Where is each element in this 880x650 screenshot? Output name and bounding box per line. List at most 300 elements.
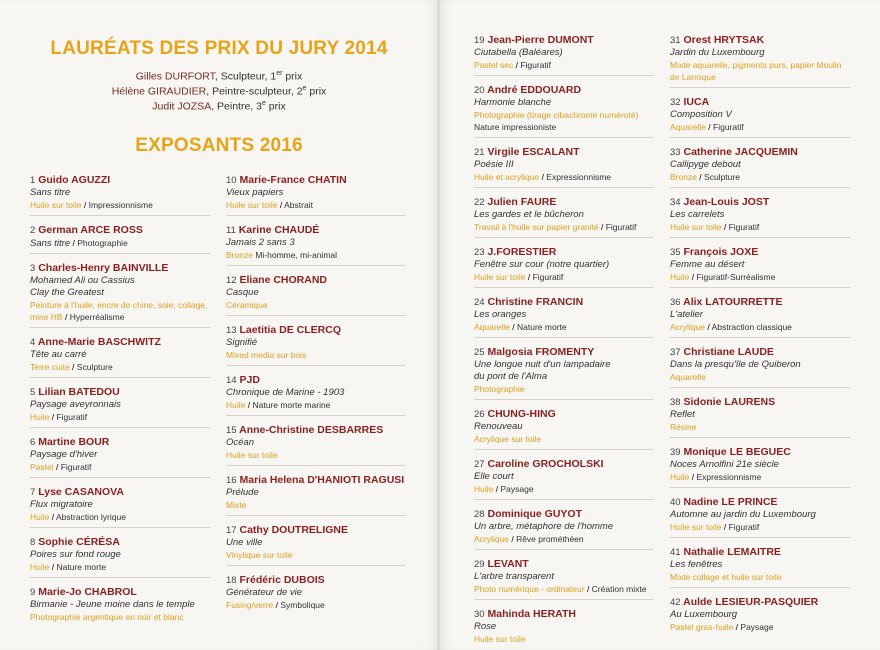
entry-divider [670,187,850,188]
artwork-title: Paysage d'hiver [30,449,98,460]
technique-line: Photo numérique - ordinateur / Création mixte [474,584,647,594]
artwork-title: Reflet [670,409,695,420]
artist-name: Jean-Pierre DUMONT [487,34,594,46]
artist-name: Lyse CASANOVA [38,486,124,498]
exhibitor-entry [474,196,654,233]
technique-line: Huile / Nature morte marine [226,400,331,410]
art-style: Abstraction classique [711,322,792,332]
art-style: Hyperréalisme [69,312,125,322]
artwork-title: Dans la presqu'île de Quiberon [670,359,801,370]
artist-name: Charles-Henry BAINVILLE [38,262,169,274]
exhibitor-name [670,546,850,559]
exhibitor-entry [474,408,654,445]
artist-name: Sophie CÉRÉSA [38,536,120,548]
exhibitor-number: 29 [474,559,485,570]
exhibitor-number: 3 [30,263,36,274]
exhibitor-entry [670,546,850,583]
exhibitor-number: 8 [30,537,36,548]
entry-divider [670,87,850,88]
exhibitor-name [670,246,850,259]
artist-name: Laetitia DE CLERCQ [239,324,342,336]
exhibitor-name [474,558,654,571]
exhibitor-entry [670,296,850,333]
artwork-title: Automne au jardin du Luxembourg [670,509,816,520]
entry-divider [226,415,406,416]
exhibitor-name [226,424,406,437]
entry-divider [474,337,654,338]
material: Fusing/verre [226,600,274,610]
artist-name: CHUNG-HING [487,408,556,420]
artwork-title: Mohamed Ali ou Cassius [30,275,135,286]
exhibitor-entry [670,596,850,633]
material: Huile [226,400,246,410]
technique-line [474,109,654,121]
art-style [474,121,654,133]
technique-line: Peinture à l'huile, encre de chine, soie, collage, mine HB / Hyperréalisme [30,300,208,322]
artwork-title: Ciutabella (Baléares) [474,47,563,58]
exhibitor-name [670,346,850,359]
entry-divider [474,75,654,76]
entry-divider [226,515,406,516]
exhibitor-name [474,458,654,471]
material: Mixte collage et huile sur toile [670,572,782,582]
exhibitor-entry [30,386,210,423]
artist-name: Dominique GUYOT [487,508,582,520]
entry-divider [30,577,210,578]
entry-divider [30,327,210,328]
material: Huile sur toile [670,522,722,532]
exhibitor-entry [30,224,210,250]
artwork-title: Vieux papiers [226,187,284,198]
art-style: Figuratif [713,122,744,132]
artist-name: Marie-Jo CHABROL [38,586,137,598]
material: Photo numérique - ordinateur [474,584,585,594]
technique-line: Huile / Figuratif-Surréalisme [670,272,776,282]
material: Aquarelle [670,372,706,382]
exhibitor-name [226,324,406,337]
exposants-heading: EXPOSANTS 2016 [135,135,303,156]
art-style: Rêve prométhéen [516,534,584,544]
exhibitor-entry [226,324,406,361]
exhibitor-name [474,608,654,621]
exhibitor-number: 5 [30,387,36,398]
exhibitor-entry [226,174,406,211]
exhibitor-entry [474,346,654,395]
artist-name: Karine CHAUDÉ [238,224,320,236]
exhibitor-number: 2 [30,225,36,236]
artist-name: IUCA [683,96,710,108]
artwork-title: Renouveau [474,421,523,432]
technique-line: Aquarelle / Nature morte [474,322,567,332]
artist-name: Nadine LE PRINCE [683,496,778,508]
artwork-title: Paysage aveyronnais [30,399,121,410]
exhibitor-number: 1 [30,175,36,186]
entry-divider [474,137,654,138]
technique-line: Pastel sec / Figuratif [474,60,552,70]
entry-divider [670,537,850,538]
art-style: Mi-homme, mi-animal [255,250,338,260]
exhibitor-name [226,224,406,237]
jury-line-1: Gilles DURFORT, Sculpteur, 1er prix [135,70,303,83]
exhibitor-name [474,84,654,97]
artwork-title: Les gardes et le bûcheron [474,209,584,220]
entry-divider [226,315,406,316]
exhibitor-name [670,96,850,109]
exhibitor-entry [226,224,406,261]
material: Huile sur toile [474,272,526,282]
art-style: Figuratif [532,272,564,282]
material: Huile [670,472,690,482]
exhibitor-entry [30,262,210,323]
art-style: Photographie [77,238,128,248]
art-style: Figuratif [520,60,552,70]
material: Pastel sec [474,60,514,70]
exhibitor-name [474,408,654,421]
exhibitor-number: 32 [670,97,681,108]
exhibitor-number: 40 [670,497,681,508]
material: Peinture à l'huile, encre de chine, soie, collage, mine HB [30,300,208,322]
artist-name: Christiane LAUDE [683,346,774,358]
technique-line [670,571,850,583]
exhibitor-entry [474,458,654,495]
artist-name: Anne-Christine DESBARRES [239,424,384,436]
technique-line: Huile sur toile / Abstrait [226,200,313,210]
exhibitor-name [474,34,654,47]
entry-divider [474,599,654,600]
entry-divider [226,265,406,266]
artist-name: Martine BOUR [38,436,110,448]
exhibitor-entry [30,586,210,623]
art-style: Figuratif [728,222,760,232]
exhibitor-entry [474,296,654,333]
exhibitor-number: 14 [226,375,237,386]
artist-name: Jean-Louis JOST [683,196,770,208]
artist-name: Orest HRYTSAK [683,34,765,46]
exhibitor-number: 25 [474,347,485,358]
technique-line [226,549,406,561]
technique-line: Bronze / Sculpture [670,172,740,182]
art-style: Abstrait [284,200,313,210]
material: Huile sur toile [474,634,526,644]
art-style: Figuratif [728,522,760,532]
technique-line [226,349,406,361]
technique-line: Acrylique / Rêve prométhéen [474,534,584,544]
exhibitor-name [474,346,654,359]
jury-line-3: Judit JOZSA, Peintre, 3e prix [152,100,286,113]
exhibitor-entry [670,96,850,133]
entry-divider [474,549,654,550]
exhibitor-number: 39 [670,447,681,458]
exhibitor-entry [30,336,210,373]
artist-name: Catherine JACQUEMIN [683,146,798,158]
technique-line: Pastel / Figuratif [30,462,92,472]
technique-line [474,383,654,395]
entry-divider [670,587,850,588]
artist-name: Aulde LESIEUR-PASQUIER [683,596,819,608]
exhibitor-number: 7 [30,487,36,498]
technique-line [474,633,654,645]
art-style: Paysage [740,622,774,632]
art-style: Nature morte [56,562,107,572]
art-style: Expressionnisme [696,472,762,482]
exhibitor-name [30,174,210,187]
exhibitor-entry [670,146,850,183]
art-style: Création mixte [591,584,647,594]
material: Terre cuite [30,362,70,372]
artwork-title: Les oranges [474,309,527,320]
material: Mixed media sur bois [226,350,307,360]
artwork-title: Noces Arnolfini 21e siècle [670,459,779,470]
artist-name: Mahinda HERATH [487,608,576,620]
exhibitor-entry [474,246,654,283]
exhibitor-number: 15 [226,425,237,436]
artist-name: Sidonie LAURENS [683,396,776,408]
artist-name: German ARCE ROSS [38,224,143,236]
exhibitor-entry [670,246,850,283]
material: Huile et acrylique [474,172,540,182]
technique-line: Travail à l'huile sur papier granité / Figuratif [474,222,637,232]
material: Travail à l'huile sur papier granité [474,222,599,232]
exhibitor-entry [30,486,210,523]
artwork-title: Jardin du Luxembourg [670,47,765,58]
material: Bronze [670,172,697,182]
entry-divider [670,437,850,438]
entry-divider [226,565,406,566]
exhibitor-entry [670,396,850,433]
artwork-title: Les carrelets [670,209,725,220]
exhibitor-entry [670,496,850,533]
technique-line: Huile sur toile / Figuratif [474,272,564,282]
exhibitor-entry [30,436,210,473]
technique-line [226,499,406,511]
exhibitor-number: 20 [474,85,485,96]
exhibitor-number: 38 [670,397,681,408]
art-style: Abstraction lyrique [56,512,126,522]
artist-name: Cathy DOUTRELIGNE [239,524,349,536]
technique-line [226,249,406,261]
artist-name: Caroline GROCHOLSKI [487,458,604,470]
artwork-title: Générateur de vie [226,587,303,598]
material: Huile [30,562,50,572]
art-style: Paysage [500,484,534,494]
artist-name: LEVANT [487,558,529,570]
artwork-title: Flux migratoire [30,499,93,510]
entry-divider [226,465,406,466]
entry-divider [30,527,210,528]
technique-line: Huile / Nature morte [30,562,107,572]
exhibitor-name [474,196,654,209]
artwork-title: Harmonie blanche [474,97,552,108]
entry-divider [474,449,654,450]
art-style: Nature morte marine [252,400,331,410]
material: Bronze [226,250,253,260]
exhibitor-name [670,446,850,459]
entry-divider [474,399,654,400]
exhibitor-number: 16 [226,475,237,486]
art-style: Figuratif [605,222,637,232]
exhibitor-number: 11 [226,225,236,236]
art-style: Figuratif [60,462,92,472]
exhibitor-number: 42 [670,597,681,608]
artist-name: Alix LATOURRETTE [683,296,783,308]
material: Pastel gras-huile [670,622,734,632]
material: Pastel [30,462,54,472]
technique-line [30,611,210,623]
art-style: Symbolique [280,600,325,610]
exhibitor-entry [474,508,654,545]
exhibitor-number: 37 [670,347,681,358]
exhibitor-entry [474,558,654,595]
material: Huile [30,412,50,422]
artwork-title: Poires sur fond rouge [30,549,121,560]
artist-name: Maria Helena D'HANIOTI RAGUSI [239,474,405,486]
art-style: Figuratif [56,412,88,422]
art-style: Figuratif-Surréalisme [696,272,776,282]
artist-name: Anne-Marie BASCHWITZ [37,336,161,348]
entry-divider [30,253,210,254]
artwork-title: Océan [226,437,254,448]
artwork-title: Femme au désert [670,259,745,270]
exhibitor-name [670,146,850,159]
entry-divider [474,237,654,238]
exhibitor-number: 19 [474,35,485,46]
exhibitor-name [670,34,850,47]
exhibitor-number: 18 [226,575,237,586]
material: Acrylique [670,322,705,332]
artwork-title: Une longue nuit d'un lampadaire [474,359,611,370]
exhibitor-entry [670,196,850,233]
material: Huile [474,484,494,494]
artwork-title: Callipyge debout [670,159,741,170]
material: Huile sur toile [226,450,278,460]
exhibitor-entry [670,446,850,483]
exhibitor-number: 23 [474,247,485,258]
artist-name: Virgile ESCALANT [487,146,580,158]
artist-name: Christine FRANCIN [487,296,584,308]
entry-divider [670,237,850,238]
artwork-title: Clay the Greatest [30,287,104,298]
exhibitor-name [670,596,850,609]
artist-name: J.FORESTIER [487,246,557,258]
exhibitor-entry [226,574,406,611]
exhibitor-number: 27 [474,459,485,470]
material: Mixte [226,500,247,510]
exhibitor-number: 30 [474,609,485,620]
exhibitor-name [474,246,654,259]
artist-name: Nathalie LEMAITRE [683,546,781,558]
exhibitor-number: 17 [226,525,237,536]
entry-divider [474,287,654,288]
exhibitor-name [670,196,850,209]
artist-name: Monique LE BEGUEC [683,446,791,458]
technique-line: Terre cuite / Sculpture [30,362,113,372]
artwork-title: L'arbre transparent [474,571,554,582]
exhibitor-name [30,336,210,349]
entry-divider [670,387,850,388]
artwork-title: Les fenêtres [670,559,723,570]
artwork-title: Composition V [670,109,732,120]
exhibitor-number: 10 [226,175,237,186]
technique-line: Acrylique / Abstraction classique [670,322,792,332]
exhibitor-number: 6 [30,437,36,448]
exhibitor-name [670,396,850,409]
exhibitor-name [226,524,406,537]
exhibitor-number: 31 [670,35,681,46]
artwork-title: Chronique de Marine - 1903 [226,387,345,398]
exhibitor-name [226,474,406,487]
exhibitor-name [226,374,406,387]
technique-line [226,299,406,311]
artist-name: Julien FAURE [487,196,557,208]
technique-line: Fusing/verre / Symbolique [226,600,325,610]
exhibitor-name [30,436,210,449]
artist-name: Frédéric DUBOIS [239,574,325,586]
technique-line: Huile sur toile / Figuratif [670,222,760,232]
technique-line [226,449,406,461]
exhibitor-name [30,486,210,499]
entry-divider [30,427,210,428]
art-style: Sculpture [704,172,740,182]
entry-divider [670,487,850,488]
exhibitor-name [474,146,654,159]
entry-divider [30,215,210,216]
material: Aquarelle [474,322,510,332]
artwork-title: Au Luxembourg [670,609,738,620]
exhibitor-number: 33 [670,147,681,158]
exhibitor-number: 9 [30,587,36,598]
artwork-title: Jamais 2 sans 3 [226,237,295,248]
technique-line: Pastel gras-huile / Paysage [670,622,774,632]
art-style-extra: Nature impressioniste [474,122,557,132]
technique-line [670,59,850,83]
entry-divider [226,215,406,216]
entry-divider [670,287,850,288]
artwork-title: Birmanie - Jeune moine dans le temple [30,599,195,610]
exhibitor-number: 41 [670,547,681,558]
material: Acrylique [474,534,509,544]
entry-divider [670,337,850,338]
exhibitor-number: 4 [30,337,36,348]
exhibitor-name [30,224,210,237]
exhibitor-number: 22 [474,197,485,208]
exhibitor-entry [226,524,406,561]
exhibitor-name [226,574,406,587]
entry-divider [30,477,210,478]
artist-name: Guido AGUZZI [38,174,111,186]
material: Huile [30,512,50,522]
exhibitor-number: 24 [474,297,485,308]
material: Mixte aquarelle, pigments purs, papier Moulin de Larroque [670,60,842,82]
jury-line-2: Hélène GIRAUDIER, Peintre-sculpteur, 2e prix [111,85,327,98]
exhibitor-number: 28 [474,509,485,520]
artwork-title: Rose [474,621,497,632]
exhibitor-entry [670,34,850,83]
art-style: Expressionnisme [546,172,612,182]
material: Aquarelle [670,122,706,132]
artist-name: Lilian BATEDOU [38,386,120,398]
exhibitor-entry [226,274,406,311]
exhibitor-name [226,174,406,187]
artwork-title: Tête au carré [30,349,87,360]
entry-divider [474,499,654,500]
exhibitor-entry [226,474,406,511]
entry-divider [226,365,406,366]
material: Photographie argentique en noir et blanc [30,612,184,622]
exhibitor-number: 35 [670,247,681,258]
technique-line [474,433,654,445]
artist-name: André EDDOUARD [487,84,582,96]
material: Acrylique sur toile [474,434,542,444]
